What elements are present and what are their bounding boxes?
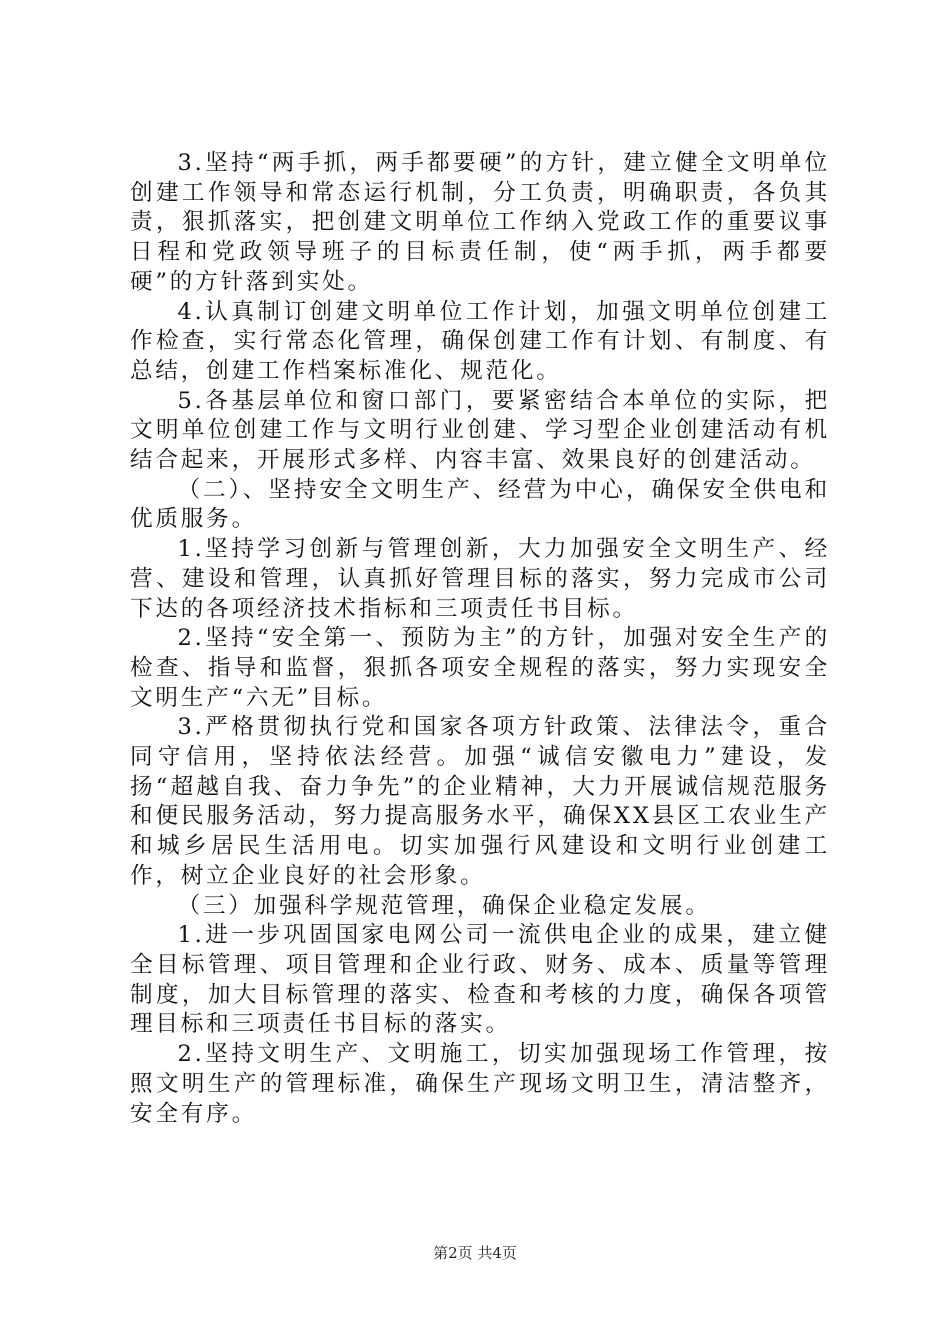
- paragraph-2-safety-first: 2.坚持“安全第一、预防为主”的方针，加强对安全生产的检查、指导和监督，狠抓各项安全规程的落实，努力实现安全文明生产“六无”目标。: [130, 625, 830, 711]
- paragraph-5-grassroots-units: 5.各基层单位和窗口部门，要紧密结合本单位的实际，把文明单位创建工作与文明行业创建、学习型企业创建活动有机结合起来，开展形式多样、内容丰富、效果良好的创建活动。: [130, 387, 830, 474]
- paragraph-2-civilized-production: 2.坚持文明生产、文明施工，切实加强现场工作管理，按照文明生产的管理标准，确保生产现场文明卫生，清洁整齐，安全有序。: [130, 1041, 830, 1127]
- paragraph-3-two-hands: 3.坚持“两手抓，两手都要硬”的方针，建立健全文明单位创建工作领导和常态运行机制，分工负责，明确职责，各负其责，狠抓落实，把创建文明单位工作纳入党政工作的重要议事日程和党政领导班子的目标责任制，使“两手抓，两手都要硬”的方针落到实处。: [130, 150, 830, 295]
- section-heading-2: （二）、坚持安全文明生产、经营为中心，确保安全供电和优质服务。: [130, 476, 830, 533]
- paragraph-1-innovation: 1.坚持学习创新与管理创新，大力加强安全文明生产、经营、建设和管理，认真抓好管理目标的落实，努力完成市公司下达的各项经济技术指标和三项责任书目标。: [130, 536, 830, 622]
- page-number-footer: 第2页 共4页: [433, 1244, 517, 1262]
- paragraph-4-work-plan: 4.认真制订创建文明单位工作计划，加强文明单位创建工作检查，实行常态化管理，确保创建工作有计划、有制度、有总结，创建工作档案标准化、规范化。: [130, 298, 830, 384]
- document-body: [130, 149, 830, 1129]
- paragraph-1-management: 1.进一步巩固国家电网公司一流供电企业的成果，建立健全目标管理、项目管理和企业行政、财务、成本、质量等管理制度，加大目标管理的落实、检查和考核的力度，确保各项管理目标和三项责任书目标的落实。: [130, 922, 830, 1038]
- paragraph-3-law-compliance: 3.严格贯彻执行党和国家各项方针政策、法律法令，重合同守信用，坚持依法经营。加强“诚信安徽电力”建设，发扬“超越自我、奋力争先”的企业精神，大力开展诚信规范服务和便民服务活动，努力提高服务水平，确保XX县区工农业生产和城乡居民生活用电。切实加强行风建设和文明行业创建工作，树立企业良好的社会形象。: [130, 714, 830, 889]
- section-heading-3: （三）加强科学规范管理，确保企业稳定发展。: [177, 892, 711, 919]
